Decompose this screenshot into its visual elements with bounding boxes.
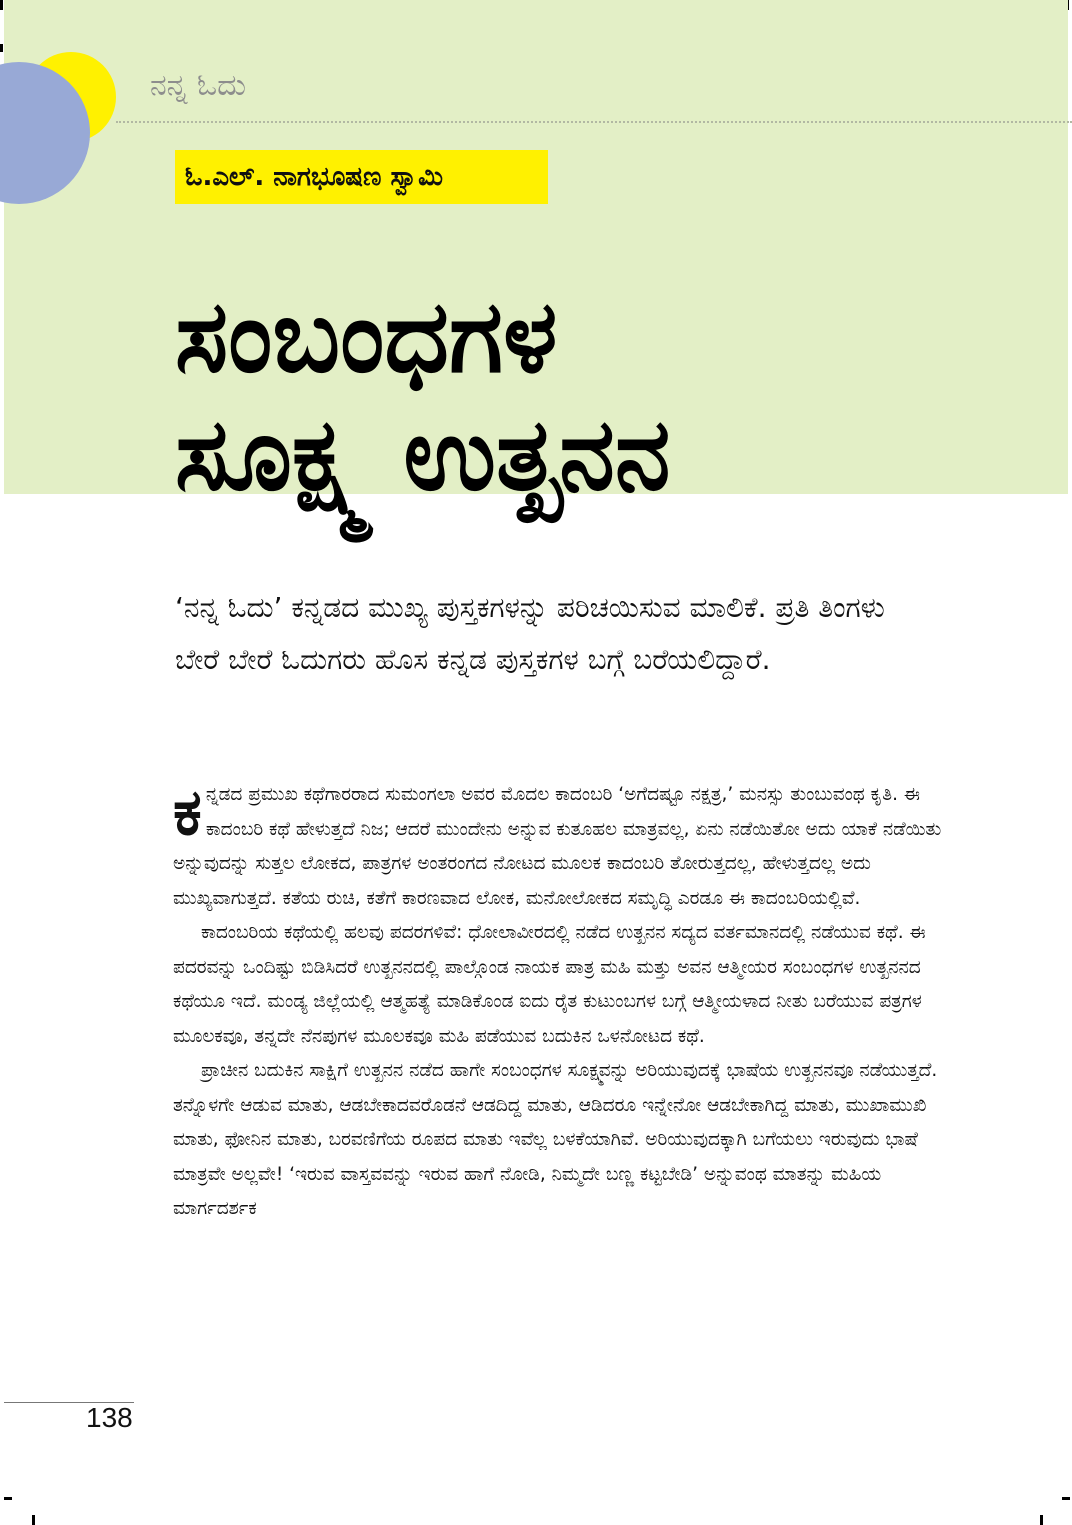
author-name: ಓ.ಎಲ್. ನಾಗಭೂಷಣ ಸ್ವಾಮಿ: [175, 150, 548, 204]
crop-mark-bottom-right: [1040, 1515, 1043, 1525]
paragraph-1: [173, 778, 943, 916]
paragraph-1-text: ನ್ನಡದ ಪ್ರಮುಖ ಕಥೆಗಾರರಾದ ಸುಮಂಗಲಾ ಅವರ ಮೊದಲ ಕಾದಂಬರಿ ‘ಅಗೆದಷ್ಟೂ ನಕ್ಷತ್ರ,’ ಮನಸ್ಸು ತುಂಬುವಂಥ ಕೃತಿ. ಈ ಕಾದಂಬರಿ ಕಥೆ ಹೇಳುತ್ತದೆ ನಿಜ; ಆದರೆ ಮುಂದೇನು ಅನ್ನುವ ಕುತೂಹಲ ಮಾತ್ರವಲ್ಲ, ಏನು ನಡೆಯಿತೋ ಅದು ಯಾಕೆ ನಡೆಯಿತು ಅನ್ನುವುದನ್ನು ಸುತ್ತಲ ಲೋಕದ, ಪಾತ್ರಗಳ ಅಂತರಂಗದ ನೋಟದ ಮೂಲಕ ಕಾದಂಬರಿ ತೋರುತ್ತದಲ್ಲ, ಹೇಳುತ್ತದಲ್ಲ ಅದು ಮುಖ್ಯವಾಗುತ್ತದೆ. ಕತೆಯ ರುಚಿ, ಕತೆಗೆ ಕಾರಣವಾದ ಲೋಕ, ಮನೋಲೋಕದ ಸಮೃದ್ಧಿ ಎರಡೂ ಈ ಕಾದಂಬರಿಯಲ್ಲಿವೆ.: [173, 784, 942, 909]
article-title: [175, 278, 670, 514]
title-line-1: ಸಂಬಂಧಗಳ: [175, 278, 558, 395]
crop-mark-bottom-left: [4, 1497, 12, 1500]
article-body: [173, 778, 943, 1227]
dotted-divider: [116, 121, 1072, 123]
drop-cap: ಕ: [173, 776, 202, 850]
intro-text: ‘ನನ್ನ ಓದು’ ಕನ್ನಡದ ಮುಖ್ಯ ಪುಸ್ತಕಗಳನ್ನು ಪರಿಚಯಿಸುವ ಮಾಲಿಕೆ. ಪ್ರತಿ ತಿಂಗಳು ಬೇರೆ ಬೇರೆ ಓದುಗರು ಹೊಸ ಕನ್ನಡ ಪುಸ್ತಕಗಳ ಬಗ್ಗೆ ಬರೆಯಲಿದ್ದಾರೆ.: [175, 591, 885, 676]
title-line-2: ಸೂಕ್ಷ್ಮ ಉತ್ಖನನ: [175, 396, 671, 513]
paragraph-2: ಕಾದಂಬರಿಯ ಕಥೆಯಲ್ಲಿ ಹಲವು ಪದರಗಳಿವೆ: ಧೋಲಾವೀರದಲ್ಲಿ ನಡೆದ ಉತ್ಖನನ ಸದ್ಯದ ವರ್ತಮಾನದಲ್ಲಿ ನಡೆಯುವ ಕಥೆ. ಈ ಪದರವನ್ನು ಒಂದಿಷ್ಟು ಬಿಡಿಸಿದರೆ ಉತ್ಖನನದಲ್ಲಿ ಪಾಲ್ಗೊಂಡ ನಾಯಕ ಪಾತ್ರ ಮಹಿ ಮತ್ತು ಅವನ ಆತ್ಮೀಯರ ಸಂಬಂಧಗಳ ಉತ್ಖನನದ ಕಥೆಯೂ ಇದೆ. ಮಂಡ್ಯ ಜಿಲ್ಲೆಯಲ್ಲಿ ಆತ್ಮಹತ್ಯೆ ಮಾಡಿಕೊಂಡ ಐದು ರೈತ ಕುಟುಂಬಗಳ ಬಗ್ಗೆ ಆತ್ಮೀಯಳಾದ ನೀತು ಬರೆಯುವ ಪತ್ರಗಳ ಮೂಲಕವೂ, ತನ್ನದೇ ನೆನಪುಗಳ ಮೂಲಕವೂ ಮಹಿ ಪಡೆಯುವ ಬದುಕಿನ ಒಳನೋಟದ ಕಥೆ.: [173, 922, 926, 1047]
page-number: 138: [86, 1402, 133, 1433]
series-title: ನನ್ನ ಓದು: [150, 68, 247, 103]
crop-mark-right-bottom: [1062, 1497, 1070, 1500]
crop-mark-top-left: [0, 0, 3, 10]
paragraph-3: ಪ್ರಾಚೀನ ಬದುಕಿನ ಸಾಕ್ಷಿಗೆ ಉತ್ಖನನ ನಡೆದ ಹಾಗೇ ಸಂಬಂಧಗಳ ಸೂಕ್ಷ್ಮವನ್ನು ಅರಿಯುವುದಕ್ಕೆ ಭಾಷೆಯ ಉತ್ಖನನವೂ ನಡೆಯುತ್ತದೆ. ತನ್ನೊಳಗೇ ಆಡುವ ಮಾತು, ಆಡಬೇಕಾದವರೊಡನೆ ಆಡದಿದ್ದ ಮಾತು, ಆಡಿದರೂ ಇನ್ನೇನೋ ಆಡಬೇಕಾಗಿದ್ದ ಮಾತು, ಮುಖಾಮುಖಿ ಮಾತು, ಫೋನಿನ ಮಾತು, ಬರವಣಿಗೆಯ ರೂಪದ ಮಾತು ಇವೆಲ್ಲ ಬಳಕೆಯಾಗಿವೆ. ಅರಿಯುವುದಕ್ಕಾಗಿ ಬಗೆಯಲು ಇರುವುದು ಭಾಷೆ ಮಾತ್ರವೇ ಅಲ್ಲವೇ! ‘ಇರುವ ವಾಸ್ತವವನ್ನು ಇರುವ ಹಾಗೆ ನೋಡಿ, ನಿಮ್ಮದೇ ಬಣ್ಣ ಕಟ್ಟಬೇಡಿ’ ಅನ್ನುವಂಥ ಮಾತನ್ನು ಮಹಿಯ ಮಾರ್ಗದರ್ಶಕ: [173, 1060, 938, 1219]
crop-mark-bottom-mid: [32, 1515, 35, 1525]
crop-mark-left-top: [0, 44, 3, 52]
